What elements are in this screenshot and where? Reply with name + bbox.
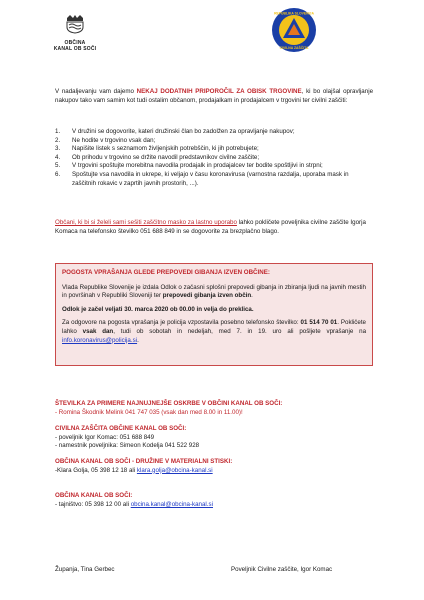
family-support-section — [55, 458, 373, 475]
list-item — [55, 162, 373, 171]
municipality-name — [52, 40, 98, 52]
family-support-email-link[interactable]: klara.golja@obcina-kanal.si — [136, 466, 213, 474]
list-item-number: 4. — [55, 153, 61, 161]
list-item-number: 6. — [55, 170, 61, 178]
municipality-crest-icon — [64, 12, 86, 34]
list-item-text: V trgovini spoštujte morebitna navodila prodajalk in prodajalcev ter bodite spoštljivi in strpni; — [72, 162, 323, 170]
intro-part1: V nadaljevanju vam dajemo — [55, 88, 137, 95]
faq-p2-bold: Odlok je začel veljati 30. marca 2020 ob 00.00 in velja do preklica. — [62, 305, 254, 313]
list-item — [55, 137, 373, 146]
list-item-number: 1. — [55, 128, 61, 135]
intro-part2: , ki bo olajšal opravljanje nakupov tako vam samim kot tudi ostalim občanom, prodajalkam in prodajalcem v trgovini ter civilni zaščiti: — [55, 88, 374, 104]
municipality-label-line2: KANAL OB SOČI — [53, 46, 97, 52]
supply-contact-section — [55, 400, 373, 417]
family-support-text: -Klara Golja, 05 398 12 18 ali — [55, 466, 137, 474]
supply-line: - Romina Škodnik Melink 041 747 035 (vsak dan med 8.00 in 11.00)! — [55, 408, 243, 416]
faq-p3-text: Za odgovore na pogosta vprašanja je policija vzpostavila posebno telefonsko številko: — [62, 319, 301, 327]
faq-p1-end: . — [251, 292, 253, 300]
supply-heading: ŠTEVILKA ZA PRIMERE NAJNUJNEJŠE OSKRBE V OBČINI KANAL OB SOČI: — [55, 400, 283, 407]
logo-text-top: REPUBLIKA SLOVENIJA — [274, 11, 314, 16]
logo-text-bottom: CIVILNA ZAŠČITA — [279, 46, 309, 50]
family-support-line — [55, 467, 373, 476]
commander-signature: Poveljnik Civilne zaščite, Igor Komac — [231, 566, 333, 573]
intro-paragraph — [55, 88, 373, 105]
mayor-signature: Županja, Tina Gerbec — [55, 566, 115, 573]
faq-paragraph-3 — [62, 319, 366, 345]
list-item-text: Spoštujte vsa navodila in ukrepe, ki veljajo v času koronavirusa (varnostna razdalja, uporaba mask in zaščitnih rokavic v zaprtih javnih prostorih, ...). — [72, 170, 349, 187]
list-item-text: V družini se dogovorite, kateri družinski član bo zadolžen za opravljanje nakupov; — [72, 128, 295, 135]
police-email-link[interactable]: info.koronavirus@policija.si — [62, 336, 138, 344]
faq-p3-text3: , tudi ob sobotah in nedeljah, med 7. in 19. uro ali pošljete vprašanje na — [113, 327, 367, 335]
municipality-text: - tajništvo: 05 398 12 00 ali — [55, 500, 131, 508]
faq-box — [55, 263, 373, 366]
list-item — [55, 145, 373, 154]
list-item-number: 2. — [55, 136, 61, 144]
list-item-text: Napišite listek s seznamom življenjskih potrebščin, ki jih potrebujete; — [72, 145, 259, 153]
list-item — [55, 171, 373, 188]
faq-p3-text2: . Pokličete lahko — [62, 319, 366, 335]
municipality-email-link[interactable]: obcina.kanal@obcina-kanal.si — [130, 500, 213, 508]
list-item-number: 5. — [55, 162, 61, 170]
list-item-number: 3. — [55, 145, 61, 153]
civil-protection-section — [55, 425, 373, 451]
recommendations-list — [55, 128, 373, 188]
faq-p1-bold: prepovedi gibanja izven občin — [162, 292, 252, 300]
family-support-heading: OBČINA KANAL OB SOČI - DRUŽINE V MATERIALNI STISKI: — [55, 458, 233, 465]
faq-p3-end: . — [137, 336, 139, 344]
civil-protection-heading: CIVILNA ZAŠČITA OBČINE KANAL OB SOČI: — [55, 425, 187, 432]
list-item-text: Ne hodite v trgovino vsak dan; — [72, 136, 156, 144]
list-item — [55, 128, 373, 137]
civil-protection-logo-icon — [271, 7, 317, 53]
municipality-line — [55, 501, 373, 510]
mask-highlight: Občani, ki bi si želeli sami sešiti zaščitno masko za lastno uporabo — [55, 219, 237, 226]
faq-p3-bold: vsak dan — [82, 327, 114, 335]
municipality-label-line1: OBČINA — [64, 40, 86, 46]
civil-protection-line1: - poveljnik Igor Komac: 051 688 849 — [55, 433, 155, 441]
faq-p1-text: Vlada Republike Slovenije je izdala Odlok o začasni splošni prepovedi gibanja in zbiranja ljudi na javnih mestih in površinah v Republiki Sloveniji ter — [62, 283, 366, 300]
mask-rest: lahko pokličete poveljnika civilne zaščite Igorja Komaca na telefonsko številko 051 688 849 in se dogovorite za brezplačno blago. — [55, 219, 366, 235]
faq-paragraph-1 — [62, 284, 366, 301]
list-item-text: Ob prihodu v trgovino se držite navodil predstavnikov civilne zaščite; — [72, 153, 260, 161]
civil-protection-line2: - namestnik poveljnika: Simeon Kodelja 041 522 928 — [55, 442, 200, 450]
faq-heading: POGOSTA VPRAŠANJA GLEDE PREPOVEDI GIBANJA IZVEN OBČINE: — [62, 269, 270, 276]
police-phone-number: 01 514 70 01 — [300, 319, 338, 327]
municipality-contact-section — [55, 492, 373, 509]
mask-paragraph — [55, 219, 373, 236]
list-item — [55, 154, 373, 163]
intro-highlight: NEKAJ DODATNIH PRIPOROČIL ZA OBISK TRGOVINE — [136, 88, 302, 95]
faq-paragraph-2 — [62, 306, 366, 315]
municipality-heading: OBČINA KANAL OB SOČI: — [55, 492, 133, 499]
